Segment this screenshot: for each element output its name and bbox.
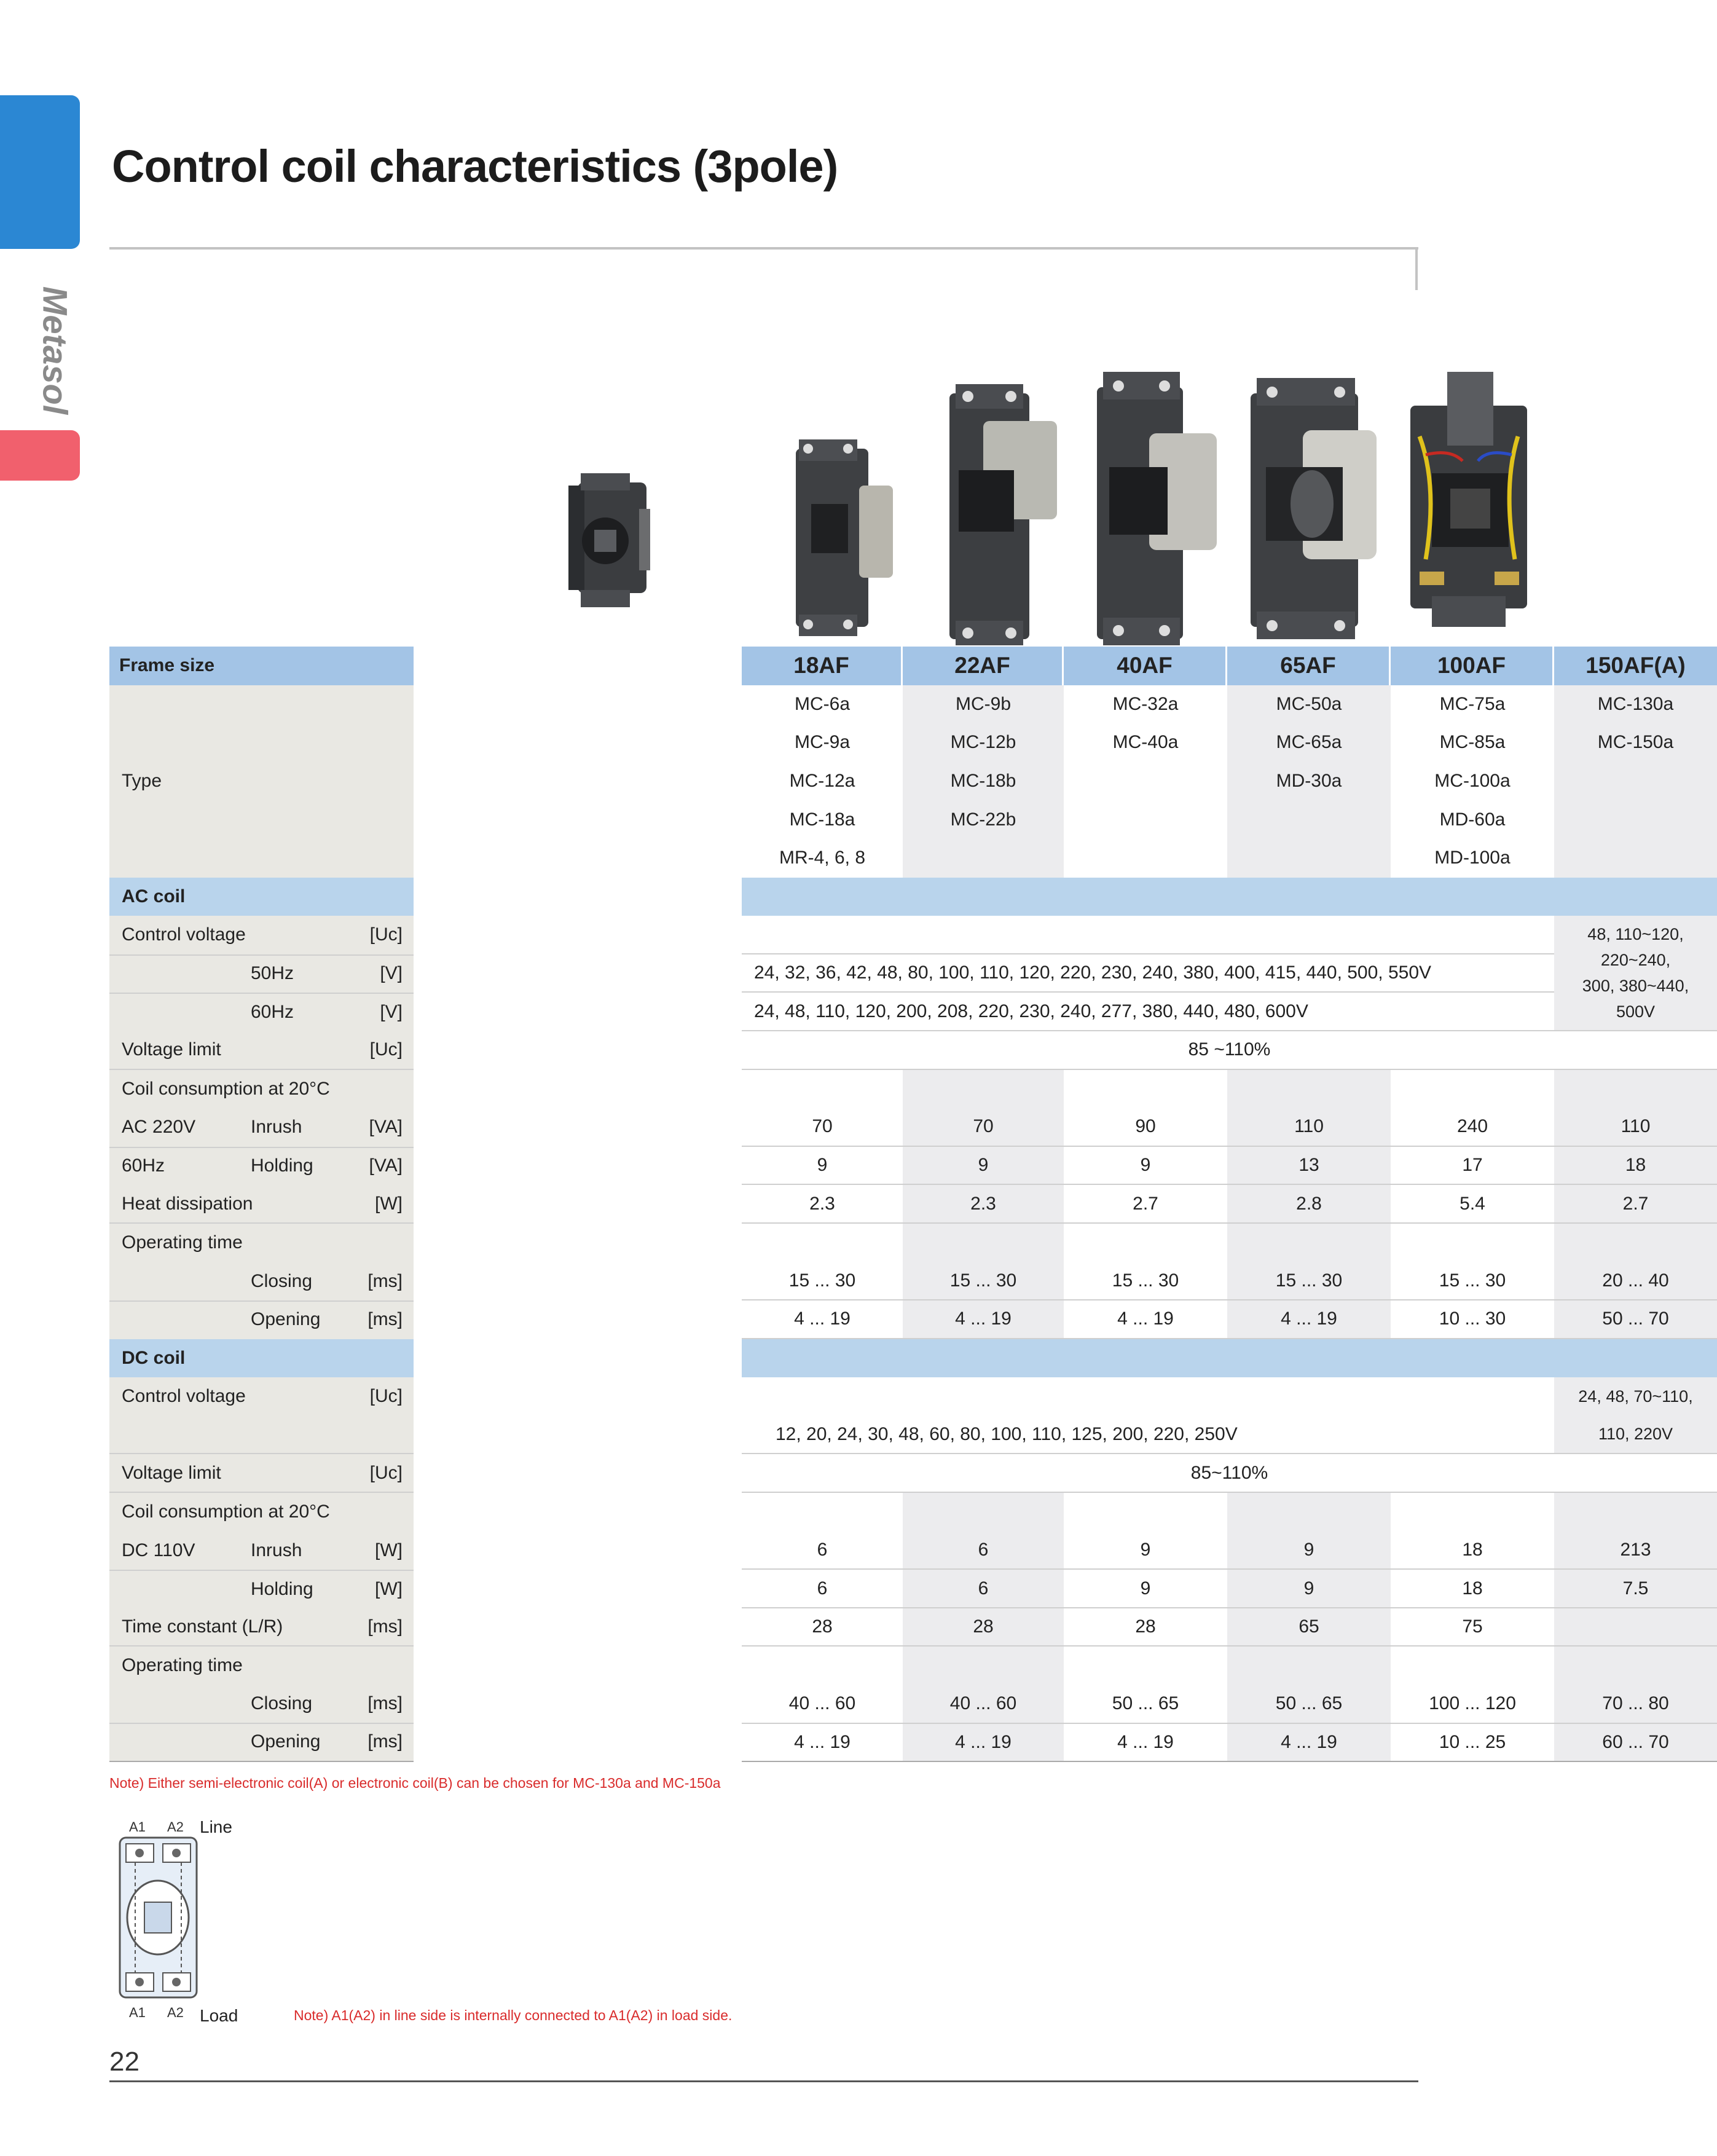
coil-image-100af [1251, 378, 1377, 639]
ac-closing-value: 15 ... 30 [1391, 1262, 1554, 1301]
dc-opening-value: 60 ... 70 [1554, 1724, 1717, 1763]
unit-label: [W] [375, 1193, 403, 1214]
ac-60hz-label: 60Hz [122, 1155, 165, 1176]
ac-holding-value: 13 [1227, 1147, 1391, 1186]
type-value: MD-30a [1276, 771, 1342, 792]
heat-value: 5.4 [1391, 1185, 1554, 1224]
dc-inrush-value: 6 [742, 1532, 903, 1570]
blank-cell [1227, 1493, 1391, 1532]
ac-opening-value: 4 ... 19 [1227, 1300, 1391, 1339]
blank-cell [742, 1647, 903, 1685]
page-number: 22 [109, 2047, 139, 2077]
type-value: MC-75a [1439, 693, 1506, 714]
type-cell [1554, 685, 1717, 878]
dc-holding-value: 9 [1227, 1570, 1391, 1608]
ac-opening-value: 4 ... 19 [903, 1300, 1064, 1339]
type-value: MC-65a [1276, 732, 1342, 753]
unit-label: [V] [380, 963, 403, 984]
ac-inrush-value: 90 [1064, 1108, 1227, 1147]
time-constant-value: 28 [742, 1608, 903, 1647]
dc-opening-value: 4 ... 19 [742, 1724, 903, 1763]
blank-cell [1227, 1224, 1391, 1262]
frame-header-22af: 22AF [903, 647, 1064, 685]
blank-cell [903, 1224, 1064, 1262]
frequency-label: 50Hz [251, 963, 294, 984]
line-side-label: Line [200, 1817, 232, 1836]
ac-220v-label: AC 220V [122, 1117, 196, 1138]
type-value: MR-4, 6, 8 [779, 848, 866, 868]
type-cell [903, 685, 1064, 878]
type-value: MC-40a [1112, 732, 1179, 753]
type-value: MC-32a [1112, 693, 1179, 714]
terminal-a1-bottom: A1 [129, 2005, 146, 2020]
dc-inrush-label: Inrush [251, 1540, 302, 1560]
coil-image-65af [1097, 372, 1217, 645]
ac-coil-section-label: AC coil [109, 878, 414, 916]
dc-closing-value: 70 ... 80 [1554, 1685, 1717, 1724]
ac-operating-time-label: Operating time [122, 1232, 243, 1253]
dc-operating-time-label-block [109, 1647, 414, 1762]
frame-size-label: Frame size [109, 647, 414, 685]
type-cell [1391, 685, 1554, 878]
dc-inrush-value: 9 [1064, 1532, 1227, 1570]
heat-value: 2.8 [1227, 1185, 1391, 1224]
time-constant-value: 65 [1227, 1608, 1391, 1647]
dc-voltage-150af-line: 24, 48, 70~110, [1578, 1387, 1693, 1406]
heat-value: 2.3 [742, 1185, 903, 1224]
footer-divider [109, 2080, 1418, 2082]
ac-inrush-value: 240 [1391, 1108, 1554, 1147]
type-value: MC-85a [1439, 732, 1506, 753]
blank-cell [903, 1493, 1064, 1532]
blank-cell [1227, 1647, 1391, 1685]
ac-voltage-150af-line: 48, 110~120, [1587, 925, 1684, 944]
heat-value: 2.7 [1064, 1185, 1227, 1224]
dc-voltage-limit-value: 85~110% [742, 1454, 1717, 1493]
ac-holding-value: 18 [1554, 1147, 1717, 1186]
dc-inrush-value: 6 [903, 1532, 1064, 1570]
type-label: Type [109, 685, 414, 878]
coil-image-22af [796, 439, 893, 636]
ac-voltage-50hz-values: 24, 32, 36, 42, 48, 80, 100, 110, 120, 220, 230, 240, 380, 400, 415, 440, 500, 550V [742, 954, 1554, 993]
heat-dissipation-label: Heat dissipation [122, 1193, 253, 1214]
brand-side-label: Metasol [36, 286, 75, 415]
dc-voltage-limit-row [109, 1454, 414, 1493]
table-note: Note) Either semi-electronic coil(A) or electronic coil(B) can be chosen for MC-130a and MC-150a [109, 1775, 721, 1791]
dc-voltage-150af-line: 110, 220V [1598, 1425, 1673, 1444]
ac-voltage-limit-value: 85 ~110% [742, 1031, 1717, 1070]
type-value: MC-12a [789, 771, 855, 792]
blank-cell [1391, 1224, 1554, 1262]
dc-closing-value: 40 ... 60 [903, 1685, 1064, 1724]
dc-closing-value: 50 ... 65 [1064, 1685, 1227, 1724]
type-value: MC-18a [789, 809, 855, 830]
type-cell [1227, 685, 1391, 878]
coil-product-images [0, 363, 1525, 633]
type-value: MC-9a [794, 732, 850, 753]
ac-closing-value: 15 ... 30 [1227, 1262, 1391, 1301]
ac-control-voltage-label-block [109, 916, 414, 1031]
type-value [1633, 771, 1638, 792]
type-value: MC-18b [950, 771, 1016, 792]
title-divider-end [1415, 247, 1418, 290]
dc-opening-value: 10 ... 25 [1391, 1724, 1554, 1763]
type-value [1143, 848, 1148, 868]
ac-holding-value: 9 [742, 1147, 903, 1186]
dc-coil-band [742, 1339, 1717, 1378]
title-divider [109, 247, 1418, 250]
unit-label: [ms] [367, 1616, 403, 1637]
ac-inrush-label: Inrush [251, 1117, 302, 1138]
blank-cell [1391, 1493, 1554, 1532]
blank-cell [742, 1224, 903, 1262]
unit-label: [VA] [369, 1155, 403, 1176]
dc-holding-label: Holding [251, 1578, 313, 1599]
blank-cell [903, 1647, 1064, 1685]
type-value: MC-22b [950, 809, 1016, 830]
unit-label: [Uc] [369, 924, 403, 945]
dc-opening-value: 4 ... 19 [1227, 1724, 1391, 1763]
dc-voltage-limit-label: Voltage limit [122, 1462, 221, 1483]
ac-voltage-150af-values [1554, 916, 1717, 1031]
type-value [1633, 848, 1638, 868]
blank-cell [1554, 1647, 1717, 1685]
type-value: MC-150a [1597, 732, 1674, 753]
ac-holding-value: 9 [903, 1147, 1064, 1186]
type-value [1306, 848, 1311, 868]
ac-voltage-60hz-values: 24, 48, 110, 120, 200, 208, 220, 230, 240, 277, 380, 440, 480, 600V [742, 993, 1554, 1031]
blank-cell [1554, 1493, 1717, 1532]
unit-label: [ms] [367, 1309, 403, 1330]
type-cell [742, 685, 903, 878]
type-value: MC-130a [1597, 693, 1674, 714]
page-title: Control coil characteristics (3pole) [112, 141, 838, 192]
ac-inrush-value: 70 [903, 1108, 1064, 1147]
dc-holding-value: 9 [1064, 1570, 1227, 1608]
ac-closing-value: 20 ... 40 [1554, 1262, 1717, 1301]
dc-closing-label: Closing [251, 1693, 313, 1714]
type-value: MC-9b [955, 693, 1011, 714]
coil-image-18af [568, 473, 650, 607]
ac-voltage-limit-row [109, 1031, 414, 1070]
coil-image-40af [949, 384, 1057, 645]
dc-opening-label: Opening [251, 1731, 321, 1752]
unit-label: [W] [375, 1578, 403, 1599]
ac-closing-value: 15 ... 30 [742, 1262, 903, 1301]
dc-operating-time-label: Operating time [122, 1655, 243, 1676]
coil-terminal-diagram [117, 1835, 200, 2001]
type-value [1143, 809, 1148, 830]
blank-cell [1554, 1070, 1717, 1109]
ac-coil-consumption-label: Coil consumption at 20°C [122, 1078, 330, 1099]
unit-label: [Uc] [369, 1386, 403, 1407]
diagram-note: Note) A1(A2) in line side is internally connected to A1(A2) in load side. [294, 2007, 733, 2023]
blank-cell [1064, 1224, 1227, 1262]
dc-inrush-value: 213 [1554, 1532, 1717, 1570]
frame-header-150af: 150AF(A) [1554, 647, 1717, 685]
ac-holding-value: 17 [1391, 1147, 1554, 1186]
ac-coil-band [742, 878, 1717, 916]
dc-opening-value: 4 ... 19 [1064, 1724, 1227, 1763]
type-value: MC-6a [794, 693, 850, 714]
time-constant-value [1554, 1608, 1717, 1647]
dc-closing-value: 40 ... 60 [742, 1685, 903, 1724]
unit-label: [ms] [367, 1731, 403, 1752]
dc-control-voltage-label: Control voltage [122, 1386, 246, 1407]
ac-opening-value: 50 ... 70 [1554, 1300, 1717, 1339]
ac-opening-value: 4 ... 19 [742, 1300, 903, 1339]
ac-closing-label: Closing [251, 1270, 313, 1291]
ac-holding-label: Holding [251, 1155, 313, 1176]
dc-holding-value: 6 [903, 1570, 1064, 1608]
section-tab-blue [0, 95, 80, 249]
dc-opening-value: 4 ... 19 [903, 1724, 1064, 1763]
heat-value: 2.3 [903, 1185, 1064, 1224]
time-constant-value: 28 [1064, 1608, 1227, 1647]
dc-coil-consumption-label: Coil consumption at 20°C [122, 1501, 330, 1522]
ac-closing-value: 15 ... 30 [1064, 1262, 1227, 1301]
ac-opening-label: Opening [251, 1309, 321, 1330]
type-value [1306, 809, 1311, 830]
time-constant-value: 28 [903, 1608, 1064, 1647]
terminal-a1-top: A1 [129, 1819, 146, 1835]
dc-coil-section-label: DC coil [109, 1339, 414, 1378]
blank-cell [1554, 1224, 1717, 1262]
type-value: MC-100a [1434, 771, 1511, 792]
dc-control-voltage-label-block [109, 1377, 414, 1454]
coil-image-150af [1410, 372, 1527, 627]
unit-label: [Uc] [369, 1462, 403, 1483]
frequency-label: 60Hz [251, 1001, 294, 1022]
ac-voltage-150af-line: 220~240, [1600, 951, 1671, 970]
type-value: MD-100a [1434, 848, 1511, 868]
dc-holding-value: 6 [742, 1570, 903, 1608]
ac-opening-value: 4 ... 19 [1064, 1300, 1227, 1339]
time-constant-value: 75 [1391, 1608, 1554, 1647]
time-constant-row [109, 1608, 414, 1647]
frame-header-65af: 65AF [1227, 647, 1391, 685]
dc-inrush-value: 9 [1227, 1532, 1391, 1570]
type-value [1143, 771, 1148, 792]
blank-cell [742, 1070, 903, 1109]
blank-cell [1064, 1647, 1227, 1685]
blank-cell [742, 1493, 903, 1532]
ac-voltage-150af-line: 500V [1616, 1002, 1656, 1021]
type-value [981, 848, 986, 868]
dc-holding-value: 18 [1391, 1570, 1554, 1608]
ac-control-voltage-label: Control voltage [122, 924, 246, 945]
ac-consumption-label-block [109, 1070, 414, 1186]
load-side-label: Load [200, 2006, 238, 2025]
dc-inrush-value: 18 [1391, 1532, 1554, 1570]
terminal-a2-top: A2 [167, 1819, 184, 1835]
type-value: MD-60a [1439, 809, 1506, 830]
ac-inrush-value: 110 [1227, 1108, 1391, 1147]
blank-cell [1227, 1070, 1391, 1109]
unit-label: [V] [380, 1001, 403, 1022]
frame-header-100af: 100AF [1391, 647, 1554, 685]
blank-cell [903, 1070, 1064, 1109]
ac-inrush-value: 70 [742, 1108, 903, 1147]
dc-voltage-blank [742, 1377, 1554, 1416]
dc-holding-value: 7.5 [1554, 1570, 1717, 1608]
unit-label: [Uc] [369, 1039, 403, 1060]
unit-label: [ms] [367, 1693, 403, 1714]
blank-cell [1391, 1070, 1554, 1109]
dc-closing-value: 50 ... 65 [1227, 1685, 1391, 1724]
frame-header-40af: 40AF [1064, 647, 1227, 685]
unit-label: [W] [375, 1540, 403, 1560]
type-cell [1064, 685, 1227, 878]
type-value: MC-12b [950, 732, 1016, 753]
blank-cell [1064, 1070, 1227, 1109]
dc-voltage-150af-values [1554, 1377, 1717, 1454]
ac-operating-time-label-block [109, 1224, 414, 1339]
unit-label: [VA] [369, 1117, 403, 1138]
dc-consumption-label-block [109, 1493, 414, 1608]
ac-voltage-150af-line: 300, 380~440, [1582, 977, 1689, 996]
heat-value: 2.7 [1554, 1185, 1717, 1224]
terminal-a2-bottom: A2 [167, 2005, 184, 2020]
type-value [1633, 809, 1638, 830]
unit-label: [ms] [367, 1270, 403, 1291]
ac-opening-value: 10 ... 30 [1391, 1300, 1554, 1339]
ac-inrush-value: 110 [1554, 1108, 1717, 1147]
ac-voltage-blank [742, 916, 1554, 954]
ac-holding-value: 9 [1064, 1147, 1227, 1186]
ac-closing-value: 15 ... 30 [903, 1262, 1064, 1301]
type-value: MC-50a [1276, 693, 1342, 714]
blank-cell [1064, 1493, 1227, 1532]
blank-cell [1391, 1647, 1554, 1685]
dc-voltage-values: 12, 20, 24, 30, 48, 60, 80, 100, 110, 125, 200, 220, 250V [742, 1416, 1554, 1455]
heat-dissipation-row [109, 1185, 414, 1224]
time-constant-label: Time constant (L/R) [122, 1616, 283, 1637]
frame-header-18af: 18AF [742, 647, 903, 685]
dc-110v-label: DC 110V [122, 1540, 195, 1560]
ac-voltage-limit-label: Voltage limit [122, 1039, 221, 1060]
coil-characteristics-table [109, 647, 1693, 1762]
dc-closing-value: 100 ... 120 [1391, 1685, 1554, 1724]
